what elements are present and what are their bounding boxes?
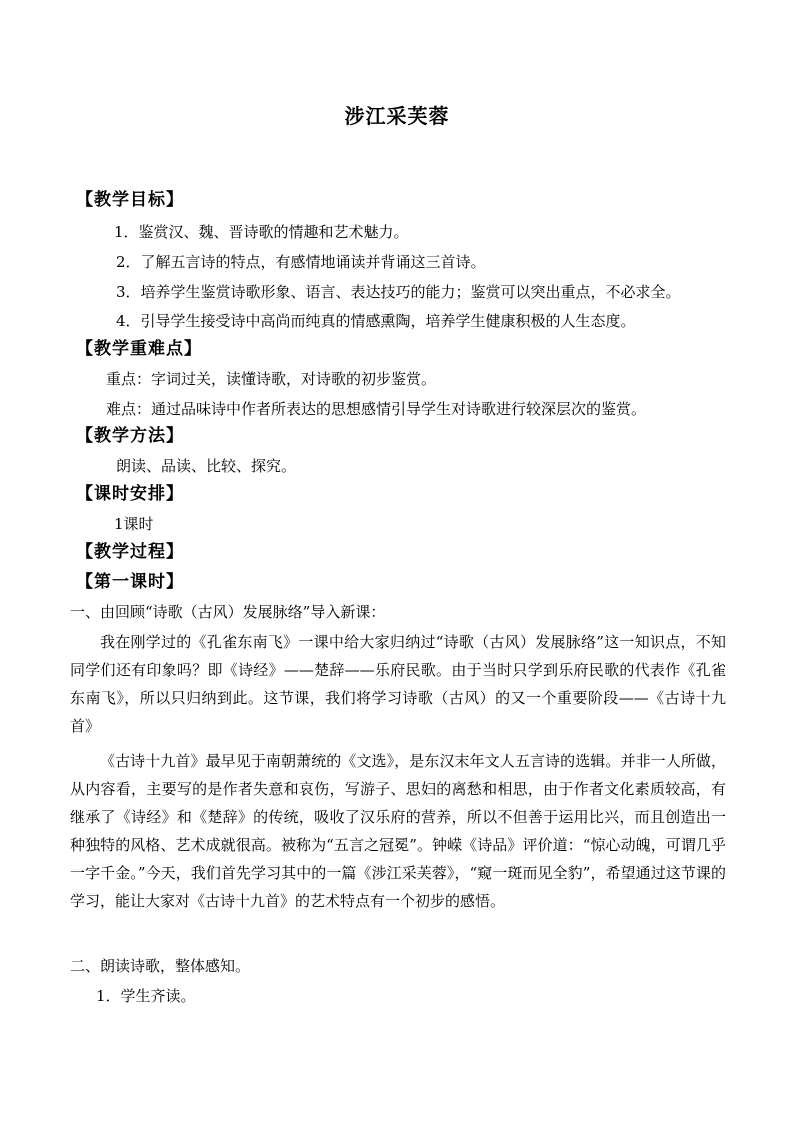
class-schedule-text: 1课时 [114,515,154,533]
heading-teaching-methods: 【教学方法】 [76,426,184,446]
heading-teaching-goals: 【教学目标】 [76,190,184,210]
process-step-1-title: 一、由回顾“诗歌（古风）发展脉络”导入新课： [70,603,386,621]
heading-first-lesson: 【第一课时】 [76,572,184,592]
key-point-focus: 重点：字词过关，读懂诗歌，对诗歌的初步鉴赏。 [106,370,437,388]
goal-item-1: 1．鉴赏汉、魏、晋诗歌的情趣和艺术魅力。 [114,223,409,241]
teaching-methods-text: 朗读、品读、比较、探究。 [116,457,297,475]
goal-item-2: 2．了解五言诗的特点，有感情地诵读并背诵这三首诗。 [116,253,486,271]
heading-class-schedule: 【课时安排】 [76,484,184,504]
process-paragraph-2: 《古诗十九首》最早见于南朝萧统的《文选》，是东汉末年文人五言诗的选辑。并非一人所做，从内容看，主要写的是作者失意和哀伤，写游子、思妇的离愁和相思，由于作者文化素质较高，有继承了《诗经》和《楚辞》的传统，吸收了汉乐府的营养，所以不但善于运用比兴，而且创造出一种独特的风格、艺术成就很高。被称为“五言之冠冕”。钟嵘《诗品》评价道：“惊心动魄，可谓几乎一字千金。”今天，我们首先学习其中的一篇《涉江采芙蓉》，“窥一斑而见全豹”，希望通过这节课的学习，能让大家对《古诗十九首》的艺术特点有一个初步的感悟。 [70,752,726,910]
process-paragraph-1: 我在刚学过的《孔雀东南飞》一课中给大家归纳过“诗歌（古风）发展脉络”这一知识点，不知同学们还有印象吗？即《诗经》——楚辞——乐府民歌。由于当时只学到乐府民歌的代表作《孔雀东南飞》，所以只归纳到此。这节课，我们将学习诗歌（古风）的又一个重要阶段——《古诗十九首》 [70,633,726,735]
process-step-2-item-1: 1．学生齐读。 [96,987,196,1005]
heading-key-points: 【教学重难点】 [76,339,202,359]
process-step-2-title: 二、朗读诗歌，整体感知。 [70,957,251,975]
goal-item-3: 3．培养学生鉴赏诗歌形象、语言、表达技巧的能力；鉴赏可以突出重点，不必求全。 [116,283,681,301]
heading-teaching-process: 【教学过程】 [76,542,184,562]
document-title: 涉江采芙蓉 [344,104,450,128]
key-point-difficulty: 难点：通过品味诗中作者所表达的思想感情引导学生对诗歌进行较深层次的鉴赏。 [106,400,647,418]
goal-item-4: 4．引导学生接受诗中高尚而纯真的情感熏陶，培养学生健康积极的人生态度。 [116,312,636,330]
